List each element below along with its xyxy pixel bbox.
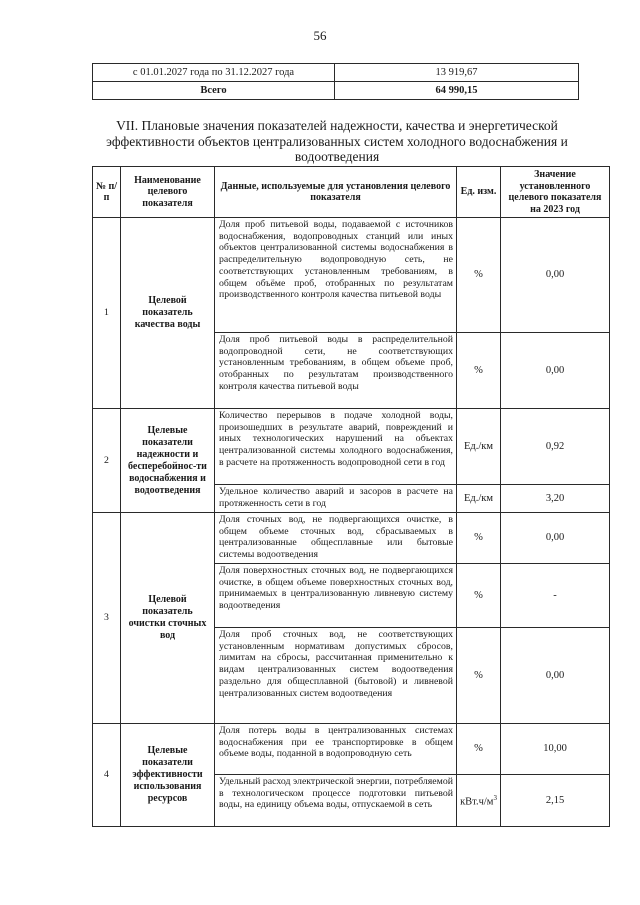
group-name: Целевой показатель качества воды bbox=[121, 218, 215, 409]
row-value: 2,15 bbox=[501, 775, 610, 827]
row-description: Доля поверхностных сточных вод, не подвергающихся очистке, в общем объеме поверхностных сточных вод, принимаемых в централизованную ливневую систему водоотведения bbox=[215, 564, 457, 628]
row-description: Доля проб сточных вод, не соответствующих установленным нормативам допустимых сбросов, лимитам на сбросы, рассчитанная применительно к видам централизованных систем водоотведения раздельно для общесплавной (бытовой) и ливневой централизованных систем водоотведения bbox=[215, 628, 457, 724]
summary-total-value: 64 990,15 bbox=[335, 82, 579, 100]
group-name: Целевой показатель очистки сточных вод bbox=[121, 513, 215, 724]
group-num: 1 bbox=[93, 218, 121, 409]
group-num: 2 bbox=[93, 409, 121, 513]
table-row bbox=[93, 218, 610, 333]
table-header-row bbox=[93, 167, 610, 218]
header-unit: Ед. изм. bbox=[457, 167, 501, 218]
summary-label: с 01.01.2027 года по 31.12.2027 года bbox=[93, 64, 335, 82]
indicators-table bbox=[92, 166, 610, 827]
row-value: 10,00 bbox=[501, 724, 610, 775]
row-description: Количество перерывов в подаче холодной воды, произошедших в результате аварий, повреждений и иных технологических нарушений на объектах централизованной системы холодного водоснабжения, в расчете на протяженность водопроводной сети в год bbox=[215, 409, 457, 485]
header-data: Данные, используемые для установления целевого показателя bbox=[215, 167, 457, 218]
header-value: Значение установленного целевого показателя на 2023 год bbox=[501, 167, 610, 218]
row-value: 0,00 bbox=[501, 218, 610, 333]
row-value: - bbox=[501, 564, 610, 628]
row-unit: % bbox=[457, 724, 501, 775]
group-name: Целевые показатели эффективности использования ресурсов bbox=[121, 724, 215, 827]
row-unit: % bbox=[457, 564, 501, 628]
row-unit-text: кВт.ч/м bbox=[460, 796, 494, 808]
table-row bbox=[93, 82, 579, 100]
page-number: 56 bbox=[313, 28, 327, 43]
row-description: Доля проб питьевой воды в распределительной водопроводной сети, не соответствующих установленным требованиям, в общем объеме проб, отобранных по результатам производственного контроля качества питьевой воды bbox=[215, 333, 457, 409]
group-name: Целевые показатели надежности и бесперебойнос-ти водоснабжения и водоотведения bbox=[121, 409, 215, 513]
row-unit: Ед./км bbox=[457, 485, 501, 513]
row-description: Удельное количество аварий и засоров в расчете на протяженность сети в год bbox=[215, 485, 457, 513]
table-row bbox=[93, 724, 610, 775]
row-unit: % bbox=[457, 628, 501, 724]
group-num: 4 bbox=[93, 724, 121, 827]
row-unit: % bbox=[457, 513, 501, 564]
section-title: VII. Плановые значения показателей надежности, качества и энергетической эффективности объектов централизованных систем холодного водоснабжения и водоотведения bbox=[106, 118, 568, 164]
row-description: Доля сточных вод, не подвергающихся очистке, в общем объеме сточных вод, сбрасываемых в централизованные общесплавные или бытовые системы водоотведения bbox=[215, 513, 457, 564]
summary-total-label: Всего bbox=[93, 82, 335, 100]
row-value: 0,00 bbox=[501, 333, 610, 409]
summary-table bbox=[92, 63, 579, 100]
header-num: № п/п bbox=[93, 167, 121, 218]
summary-value: 13 919,67 bbox=[335, 64, 579, 82]
row-value: 3,20 bbox=[501, 485, 610, 513]
row-description: Доля проб питьевой воды, подаваемой с источников водоснабжения, водопроводных станций или иных объектов централизованной системы водоснабжения в распределительную водопроводную сеть, не соответствующих установленным требованиям, в общем объёме проб, отобранных по результатам производственного контроля качества питьевой воды bbox=[215, 218, 457, 333]
row-description: Удельный расход электрической энергии, потребляемой в технологическом процессе подготовки питьевой воды, на единицу объема воды, отпускаемой в сеть bbox=[215, 775, 457, 827]
table-row bbox=[93, 513, 610, 564]
row-unit bbox=[457, 775, 501, 827]
row-unit: % bbox=[457, 333, 501, 409]
group-num: 3 bbox=[93, 513, 121, 724]
row-unit: % bbox=[457, 218, 501, 333]
table-row bbox=[93, 64, 579, 82]
row-unit-superscript: 3 bbox=[493, 793, 497, 802]
row-value: 0,00 bbox=[501, 513, 610, 564]
row-description: Доля потерь воды в централизованных системах водоснабжения при ее транспортировке в общем объеме воды, поданной в водопроводную сеть bbox=[215, 724, 457, 775]
row-value: 0,92 bbox=[501, 409, 610, 485]
table-row bbox=[93, 409, 610, 485]
row-value: 0,00 bbox=[501, 628, 610, 724]
row-unit: Ед./км bbox=[457, 409, 501, 485]
header-name: Наименование целевого показателя bbox=[121, 167, 215, 218]
